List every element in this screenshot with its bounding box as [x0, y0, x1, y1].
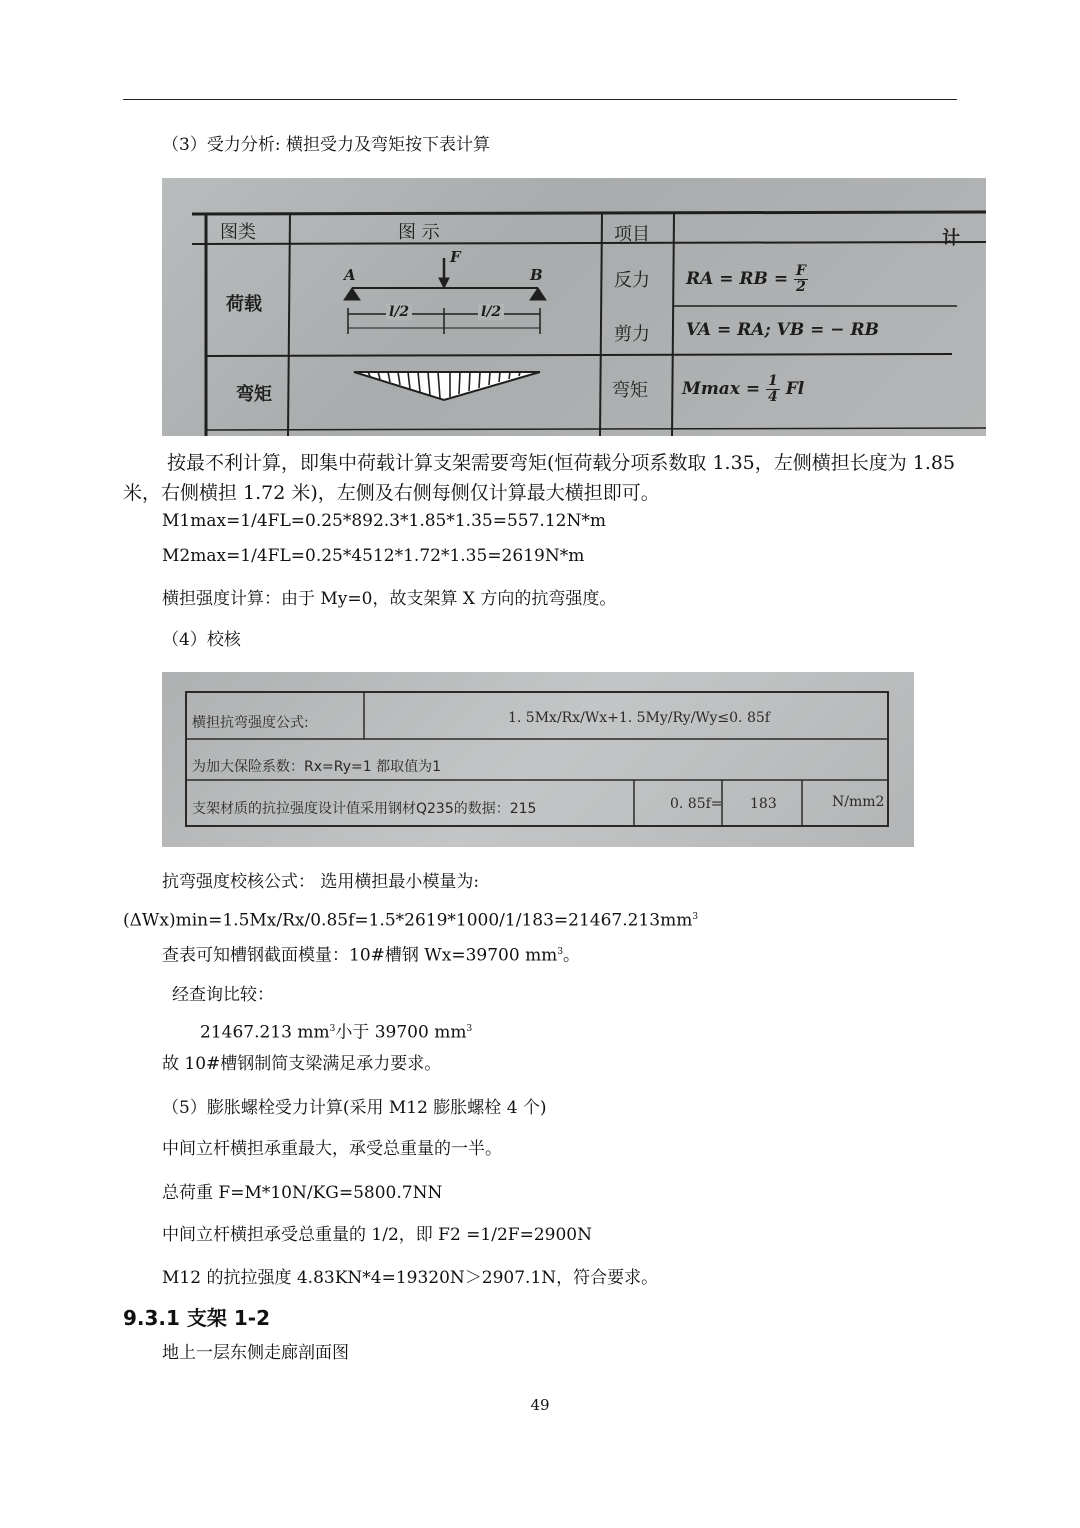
m1-formula: M1max=1/4FL=0.25*892.3*1.85*1.35=557.12N*m: [162, 511, 606, 531]
compare-a: 21467.213 mm: [200, 1022, 330, 1043]
support-a-label: A: [344, 266, 356, 284]
header-calc: 计: [942, 228, 960, 249]
lookup-line: [162, 941, 580, 967]
moment-rhs: Fl: [785, 379, 805, 399]
header-rule: [123, 99, 957, 100]
load-table-lines: [162, 178, 986, 436]
reaction-fraction: [794, 264, 808, 295]
section-heading-sub: 地上一层东侧走廊剖面图: [162, 1343, 349, 1363]
compare-mid: 小于 39700 mm: [335, 1022, 467, 1043]
lookup-sup: 3: [557, 947, 564, 957]
item-moment: 弯矩: [612, 380, 648, 401]
wx-min-sup: 3: [692, 912, 699, 922]
conclusion: 故 10#槽钢制简支梁满足承力要求。: [162, 1054, 442, 1074]
compare-title: 经查询比较：: [172, 985, 274, 1005]
support-b-label: B: [530, 266, 543, 284]
check-row1-label: 横担抗弯强度公式:: [192, 715, 309, 731]
strength-note: 横担强度计算：由于 My=0，故支架算 X 方向的抗弯强度。: [162, 589, 617, 609]
section-4-title: （4）校核: [162, 630, 241, 650]
moment-num: 1: [768, 373, 778, 389]
half-span-left: l/2: [386, 304, 412, 320]
wx-min-text: (ΔWx)min=1.5Mx/Rx/0.85f=1.5*2619*1000/1/183=21467.213mm: [123, 910, 693, 931]
lookup-text: 查表可知槽钢截面模量：10#槽钢 Wx=39700 mm: [162, 945, 558, 966]
check-intro: 抗弯强度校核公式： 选用横担最小模量为:: [162, 872, 480, 892]
reaction-formula: [686, 264, 808, 295]
check-row3-unit: N/mm2: [832, 794, 885, 810]
section-3-title: （3）受力分析: 横担受力及弯矩按下表计算: [162, 135, 490, 155]
s5-line4: M12 的抗拉强度 4.83KN*4=19320N＞2907.1N，符合要求。: [162, 1268, 659, 1288]
check-row2: 为加大保险系数：Rx=Ry=1 都取值为1: [192, 759, 441, 775]
moment-lhs: Mmax =: [682, 379, 761, 399]
check-row3-label: 支架材质的抗拉强度设计值采用钢材Q235的数据：215: [192, 801, 537, 817]
force-label: F: [450, 248, 461, 266]
lookup-end: 。: [563, 945, 581, 966]
wx-min-formula: [123, 906, 698, 932]
shear-formula: VA = RA; VB = − RB: [686, 320, 879, 340]
moment-den: 4: [768, 389, 778, 405]
moment-formula: [682, 374, 804, 405]
section-heading: 9.3.1 支架 1-2: [123, 1306, 271, 1330]
header-item: 项目: [614, 224, 650, 245]
header-diagram-type: 图类: [220, 222, 256, 243]
compare-b-sup: 3: [466, 1024, 473, 1034]
s5-line2: 总荷重 F=M*10N/KG=5800.7NN: [162, 1183, 443, 1203]
item-shear: 剪力: [614, 324, 650, 345]
row-load-label: 荷载: [226, 294, 262, 315]
reaction-num: F: [795, 263, 806, 279]
s5-line1: 中间立杆横担承重最大，承受总重量的一半。: [162, 1139, 502, 1159]
header-diagram: 图 示: [398, 222, 440, 243]
paragraph-worst-case: 按最不利计算，即集中荷载计算支架需要弯矩(恒荷载分项系数取 1.35，左侧横担长度为 1.85 米，右侧横担 1.72 米)，左侧及右侧每侧仅计算最大横担即可。: [123, 452, 956, 504]
half-span-right: l/2: [478, 304, 504, 320]
item-reaction: 反力: [614, 270, 650, 291]
check-table-photo: [162, 672, 914, 847]
row-moment-label: 弯矩: [236, 384, 272, 405]
s5-line3: 中间立杆横担承受总重量的 1/2，即 F2 =1/2F=2900N: [162, 1225, 592, 1245]
reaction-lhs: RA = RB =: [686, 269, 789, 289]
page-number: 49: [530, 1396, 550, 1414]
moment-fraction: [766, 374, 780, 405]
compare-line: [200, 1018, 472, 1044]
reaction-den: 2: [796, 279, 806, 295]
m2-formula: M2max=1/4FL=0.25*4512*1.72*1.35=2619N*m: [162, 546, 585, 566]
compare-a-sup: 3: [329, 1024, 336, 1034]
check-row3-value: 183: [750, 796, 777, 812]
load-table-photo: [162, 178, 986, 436]
check-row3-key: 0. 85f=: [670, 796, 723, 812]
section-5-title: （5）膨胀螺栓受力计算(采用 M12 膨胀螺栓 4 个): [162, 1098, 547, 1118]
check-row1-formula: 1. 5Mx/Rx/Wx+1. 5My/Ry/Wy≤0. 85f: [508, 710, 770, 726]
